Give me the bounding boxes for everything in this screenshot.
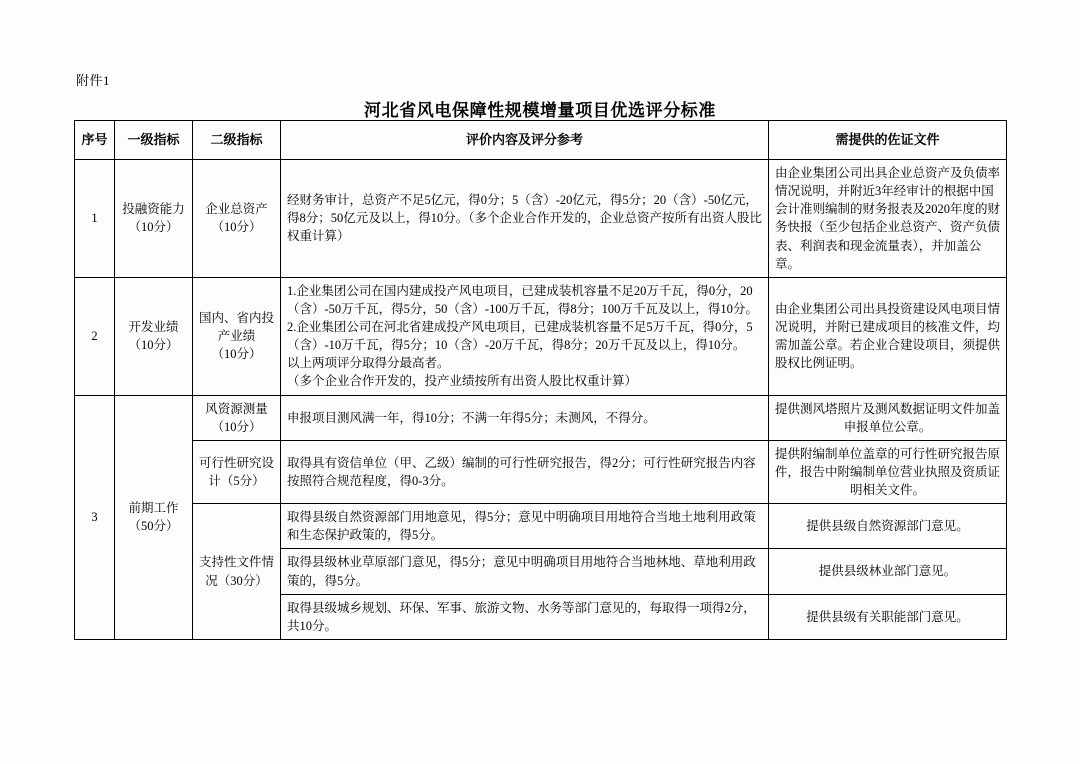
cell-level2: 风资源测量 （10分）	[193, 395, 281, 440]
cell-content: 取得县级林业草原部门意见，得5分；意见中明确项目用地符合当地林地、草地利用政策的，得5分。	[281, 549, 769, 594]
cell-docs: 提供县级有关职能部门意见。	[769, 594, 1007, 639]
cell-level1: 开发业绩 （10分）	[115, 277, 193, 395]
cell-docs: 提供附编制单位盖章的可行性研究报告原件，报告中附编制单位营业执照及资质证明相关文件。	[769, 440, 1007, 503]
cell-level2: 可行性研究设计（5分）	[193, 440, 281, 503]
column-header-level2: 二级指标	[193, 121, 281, 160]
cell-level2: 企业总资产 （10分）	[193, 160, 281, 278]
table-header-row	[75, 121, 1007, 160]
scoring-criteria-table	[74, 120, 1007, 640]
column-header-docs: 需提供的佐证文件	[769, 121, 1007, 160]
cell-content: 申报项目测风满一年，得10分；不满一年得5分；未测风，不得分。	[281, 395, 769, 440]
table-row	[75, 440, 1007, 503]
column-header-seq: 序号	[75, 121, 115, 160]
cell-content: 经财务审计，总资产不足5亿元，得0分；5（含）-20亿元，得5分；20（含）-50亿元，得8分；50亿元及以上，得10分。（多个企业合作开发的，企业总资产按所有出资人股比权重计算）	[281, 160, 769, 278]
cell-seq: 2	[75, 277, 115, 395]
cell-level1: 前期工作 （50分）	[115, 395, 193, 639]
cell-level2: 国内、省内投产业绩 （10分）	[193, 277, 281, 395]
cell-seq: 1	[75, 160, 115, 278]
cell-content: 取得县级城乡规划、环保、军事、旅游文物、水务等部门意见的，每取得一项得2分，共10分。	[281, 594, 769, 639]
cell-level1: 投融资能力 （10分）	[115, 160, 193, 278]
table-row	[75, 504, 1007, 549]
cell-content: 1.企业集团公司在国内建成投产风电项目，已建成装机容量不足20万千瓦，得0分，20（含）-50万千瓦，得5分，50（含）-100万千瓦，得8分；100万千瓦及以上，得10分。 2.企业集团公司在河北省建成投产风电项目，已建成装机容量不足5万千瓦，得0分，5（含）-10万千瓦，得5分；10（含）-20万千瓦，得8分；20万千瓦及以上，得10分。 以上两项评分取得分最高者。 （多个企业合作开发的，投产业绩按所有出资人股比权重计算）	[281, 277, 769, 395]
cell-docs: 由企业集团公司出具企业总资产及负债率情况说明，并附近3年经审计的根据中国会计准则编制的财务报表及2020年度的财务快报（至少包括企业总资产、资产负债表、利润表和现金流量表），并加盖公章。	[769, 160, 1007, 278]
column-header-content: 评价内容及评分参考	[281, 121, 769, 160]
table-row	[75, 277, 1007, 395]
cell-docs: 提供县级林业部门意见。	[769, 549, 1007, 594]
cell-level2: 支持性文件情况（30分）	[193, 504, 281, 640]
attachment-label: 附件1	[76, 73, 111, 88]
cell-content: 取得县级自然资源部门用地意见，得5分；意见中明确项目用地符合当地土地利用政策和生态保护政策的，得5分。	[281, 504, 769, 549]
cell-seq: 3	[75, 395, 115, 639]
table-row	[75, 395, 1007, 440]
cell-docs: 提供县级自然资源部门意见。	[769, 504, 1007, 549]
column-header-level1: 一级指标	[115, 121, 193, 160]
cell-docs: 提供测风塔照片及测风数据证明文件加盖申报单位公章。	[769, 395, 1007, 440]
page-title: 河北省风电保障性规模增量项目优选评分标准	[364, 101, 716, 120]
cell-docs: 由企业集团公司出具投资建设风电项目情况说明，并附已建成项目的核准文件，均需加盖公章。若企业合建设项目，须提供股权比例证明。	[769, 277, 1007, 395]
table-row	[75, 160, 1007, 278]
cell-content: 取得具有资信单位（甲、乙级）编制的可行性研究报告，得2分；可行性研究报告内容按照符合规范程度，得0-3分。	[281, 440, 769, 503]
